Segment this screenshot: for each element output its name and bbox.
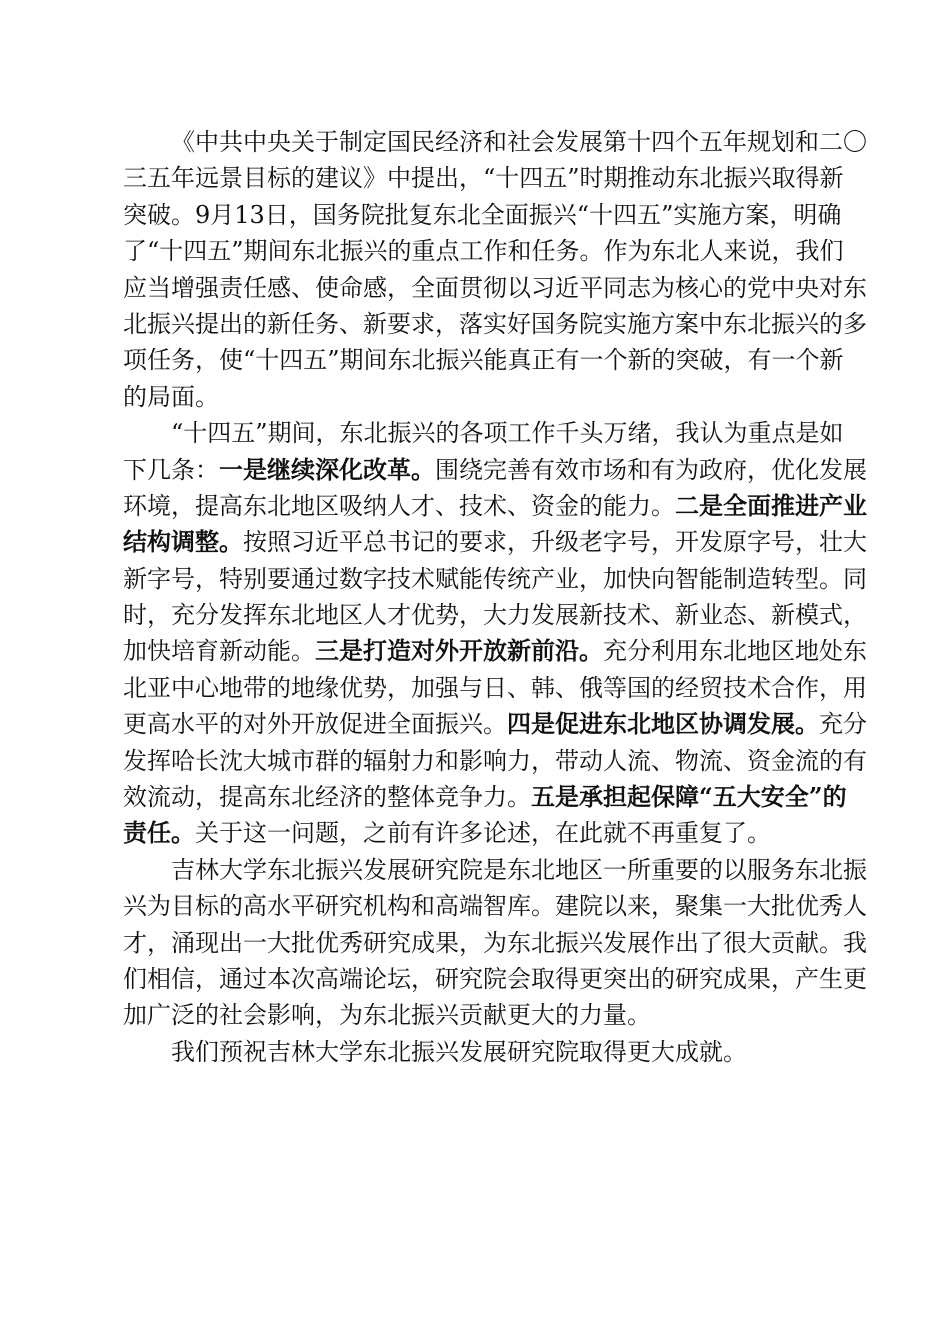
text: 北亚中心地带的地缘优势，加强与日、韩、俄等国的经贸技术合作，用 (123, 673, 867, 702)
text-line (123, 779, 847, 815)
text-line (123, 925, 867, 961)
text: 北振兴提出的新任务、新要求，落实好国务院实施方案中东北振兴的多 (123, 309, 867, 338)
text: 加快培育新动能。 (123, 637, 315, 666)
text-line (123, 197, 842, 233)
text-line (123, 342, 844, 378)
text: 兴为目标的高水平研究机构和高端智库。建院以来，聚集一大批优秀人 (123, 892, 867, 921)
text: 发挥哈长沈大城市群的辐射力和影响力，带动人流、物流、资金流的有 (123, 746, 867, 775)
text-line (123, 415, 844, 451)
text-line (123, 488, 867, 524)
bold-text: 结构调整。 (123, 527, 243, 557)
text: 们相信，通过本次高端论坛，研究院会取得更突出的研究成果，产生更 (123, 964, 867, 993)
text: 围绕完善有效市场和有为政府，优化发展 (435, 455, 867, 484)
text: 时，充分发挥东北地区人才优势，大力发展新技术、新业态、新模式， (123, 601, 867, 630)
text: 加广泛的社会影响，为东北振兴贡献更大的力量。 (123, 1001, 651, 1030)
paragraph (123, 852, 867, 1034)
text: 我们预祝吉林大学东北振兴发展研究院取得更大成就。 (171, 1037, 747, 1066)
text-line (123, 997, 839, 1033)
text: 《中共中央关于制定国民经济和社会发展第十四个五年规划和二〇 (171, 128, 867, 156)
bold-text: 责任。 (123, 818, 195, 848)
text: 更高水平的对外开放促进全面振兴。 (123, 710, 507, 739)
text-line (123, 961, 867, 997)
text-line (123, 852, 867, 888)
text-line (123, 633, 867, 669)
text: 环境，提高东北地区吸纳人才、技术、资金的能力。 (123, 491, 675, 520)
paragraph (123, 124, 867, 415)
text-line (123, 379, 839, 415)
text-line (123, 452, 867, 488)
text-line (123, 524, 867, 560)
text-line (123, 124, 867, 160)
bold-text: 四是促进东北地区协调发展。 (507, 709, 819, 739)
text: 了“十四五”期间东北振兴的重点工作和任务。作为东北人来说，我们 (123, 237, 844, 266)
text: 充分 (819, 710, 867, 739)
text: “十四五”期间，东北振兴的各项工作千头万绪，我认为重点是如 (171, 419, 844, 448)
text: 关于这一问题，之前有许多论述，在此就不再重复了。 (195, 819, 771, 848)
text: 项任务，使“十四五”期间东北振兴能真正有一个新的突破，有一个新 (123, 346, 844, 375)
text-line (123, 270, 867, 306)
text-line (123, 743, 867, 779)
text-line (123, 1034, 839, 1070)
text: 三五年远景目标的建议》中提出，“十四五”时期推动东北振兴取得新 (123, 164, 844, 193)
text: 按照习近平总书记的要求，升级老字号，开发原字号，壮大 (243, 528, 867, 557)
text: 才，涌现出一大批优秀研究成果，为东北振兴发展作出了很大贡献。我 (123, 928, 867, 957)
text-line (123, 597, 867, 633)
text-line (123, 815, 839, 851)
bold-text: 五是承担起保障“五大安全”的 (531, 782, 847, 812)
text: 充分利用东北地区地处东 (603, 637, 867, 666)
text: 新字号，特别要通过数字技术赋能传统产业，加快向智能制造转型。同 (123, 564, 867, 593)
text-line (123, 561, 867, 597)
text: 下几条： (123, 455, 219, 484)
paragraph (123, 415, 867, 852)
text-line (123, 233, 844, 269)
bold-text: 三是打造对外开放新前沿。 (315, 636, 603, 666)
text: 突破。9月13日，国务院批复东北全面振兴“十四五”实施方案，明确 (123, 200, 842, 229)
text-line (123, 160, 844, 196)
bold-text: 二是全面推进产业 (675, 490, 867, 520)
paragraph (123, 1034, 839, 1070)
text-line (123, 706, 867, 742)
bold-text: 一是继续深化改革。 (219, 454, 435, 484)
text: 应当增强责任感、使命感，全面贯彻以习近平同志为核心的党中央对东 (123, 273, 867, 302)
text: 吉林大学东北振兴发展研究院是东北地区一所重要的以服务东北振 (171, 855, 867, 884)
text-line (123, 670, 867, 706)
text-line (123, 306, 867, 342)
text: 效流动，提高东北经济的整体竞争力。 (123, 783, 531, 812)
document-body (123, 124, 867, 1070)
text-line (123, 888, 867, 924)
text: 的局面。 (123, 382, 219, 411)
